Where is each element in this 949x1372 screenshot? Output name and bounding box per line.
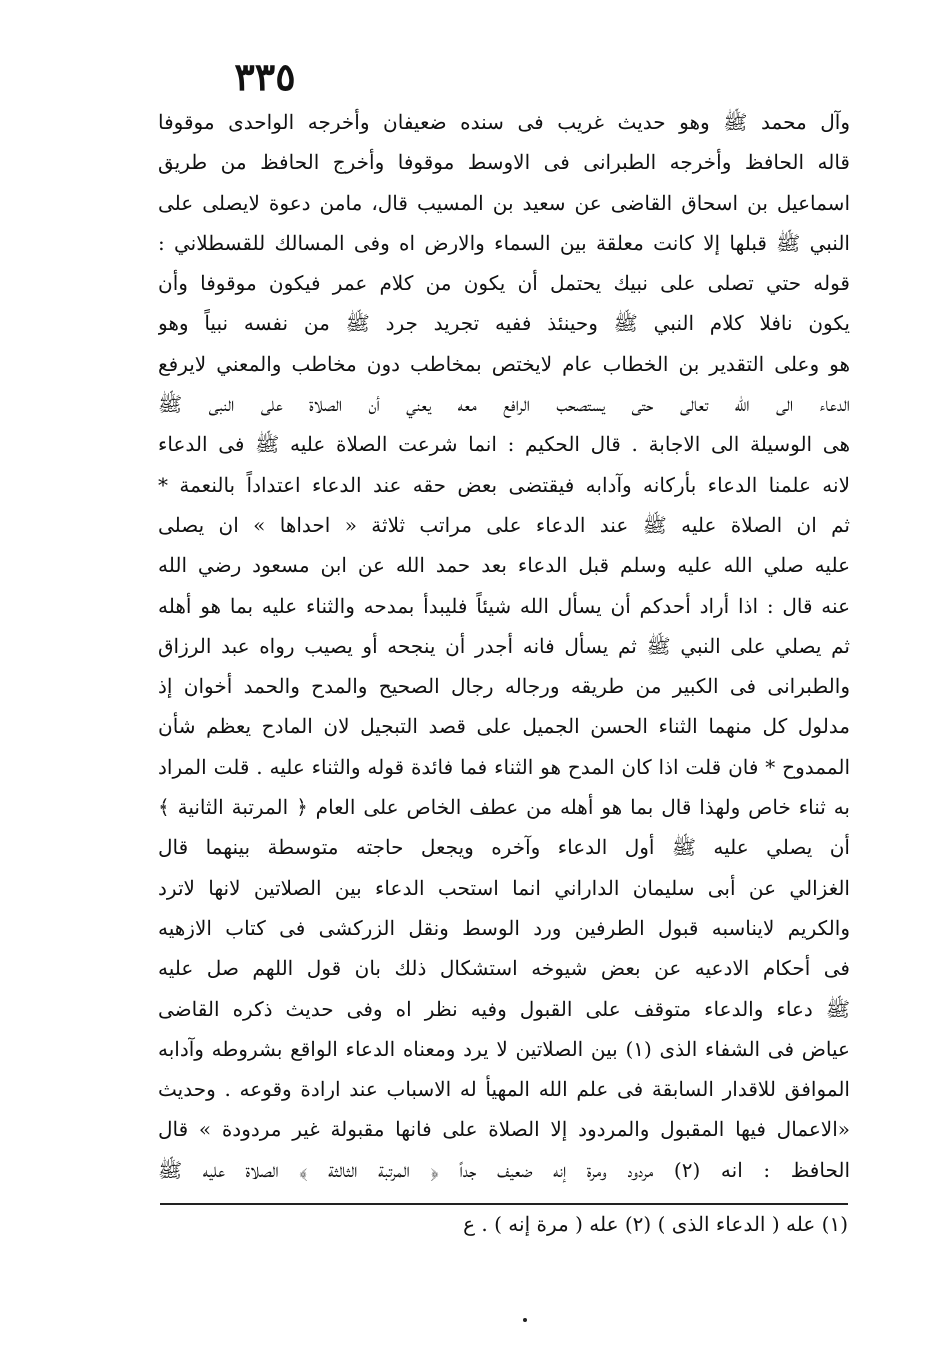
text-line: ﷺ دعاء والدعاء متوقف على القبول وفيه نظر اه وفى حديث ذكره القاضى xyxy=(158,996,850,1021)
text-line: والكريم لايناسبه قبول الطرفين ورد الوسط ونقل الزركشى فى كتاب الازهيه xyxy=(158,915,850,940)
page-speck xyxy=(523,1318,527,1322)
main-text xyxy=(158,102,850,1190)
text-line: به ثناء خاص ولهذا قال بما هو أهله من عطف الخاص على العام ﴿ المرتبة الثانية ﴾ xyxy=(158,795,850,820)
text-line: الممدوح * فان قلت اذا كان المدح هو الثناء فما فائدة قوله والثناء عليه . قلت المراد xyxy=(158,754,850,779)
text-line: فى أحكام الادعيه عن بعض شيوخه استشكال ذلك بان قول اللهم صل عليه xyxy=(158,956,850,981)
text-line: الدعاء الى الله تعالى حتى يستصحب الرافع معه يعني أن الصلاة على النبى ﷺ xyxy=(158,392,850,417)
text-line: والطبرانى فى الكبير من طريقه ورجاله رجال الصحيح والمدح والحمد أخوان إذ xyxy=(158,674,850,699)
text-line: «الاعمال فيها المقبول والمردود إلا الصلاة على فانها مقبولة غير مردودة » قال xyxy=(158,1117,850,1142)
text-line: هى الوسيلة الى الاجابة . قال الحكيم : انما شرعت الصلاة عليه ﷺ فى الدعاء xyxy=(158,432,850,457)
text-line: الموافق للاقدار السابقة فى علم الله المهيأ له الاسباب عند ارادة وقوعه . وحديث xyxy=(158,1077,850,1102)
text-line: هو وعلى التقدير بن الخطاب عام لايختص بمخاطب دون مخاطب والمعني لايرفع xyxy=(158,351,850,376)
text-line: عنه قال : اذا أراد أحدكم أن يسأل الله شيئاً فليبدأ بمدحه والثناء عليه بما هو أهله xyxy=(158,593,850,618)
text-line: أن يصلي عليه ﷺ أول الدعاء وآخره ويجعل حاجته متوسطة بينهما قال xyxy=(158,835,850,860)
page-number: ٣٣٥ xyxy=(234,54,296,99)
text-line: قوله حتي تصلى على نبيك يحتمل أن يكون من كلام عمر فيكون موقوفا وأن xyxy=(158,271,850,296)
footnote-divider xyxy=(160,1203,848,1205)
text-line: عليه صلي الله عليه وسلم قبل الدعاء بعد حمد الله عن ابن مسعود رضي الله xyxy=(158,553,850,578)
text-line: يكون نافلا كلام النبي ﷺ وحينئذ ففيه تجريد جرد ﷺ من نفسه نبياً وهو xyxy=(158,311,850,336)
text-line: الغزالي عن أبى سليمان الداراني انما استحب الدعاء بين الصلاتين لانها لاترد xyxy=(158,875,850,900)
text-line: عياض فى الشفاء الذى (١) بين الصلاتين لا يرد ومعناه الدعاء الواقع بشروطه وآدابه xyxy=(158,1036,850,1061)
text-line: وآل محمد ﷺ وهو حديث غريب فى سنده ضعيفان وأخرجه الواحدى موقوفا xyxy=(158,110,850,134)
text-line: ثم يصلي على النبي ﷺ ثم يسأل فانه أجدر أن ينجحه أو يصيب رواه عبد الرزاق xyxy=(158,633,850,658)
text-line: الحافظ : انه (٢) مردود ومرة إنه ضعيف جداً ﴿ المرتبة الثالثة ﴾ الصلاة عليه ﷺ xyxy=(158,1157,850,1182)
text-line: لانه علمنا الدعاء بأركانه وآدابه فيقتضى بعض حقه عند الدعاء اعتداداً بالنعمة * xyxy=(158,472,850,497)
text-line: ثم ان الصلاة عليه ﷺ عند الدعاء على مراتب ثلاثة « احداها » ان يصلى xyxy=(158,512,850,537)
text-line: قاله الحافظ وأخرجه الطبرانى فى الاوسط موقوفا وأخرج الحافظ من طريق xyxy=(158,150,850,175)
footnote: (١) عله ( الدعاء الذى ) (٢) عله ( مرة إنه ) . ع xyxy=(463,1212,848,1236)
text-line: مدلول كل منهما الثناء الحسن الجميل على قصد التبجيل لان المادح يعظم شأن xyxy=(158,714,850,739)
text-line: النبي ﷺ قبلها إلا كانت معلقة بين السماء والارض اه وفى المسالك للقسطلاني : xyxy=(158,230,850,255)
text-line: اسماعيل بن اسحاق القاضى عن سعيد بن المسيب قال، مامن دعوة لايصلى على xyxy=(158,190,850,215)
